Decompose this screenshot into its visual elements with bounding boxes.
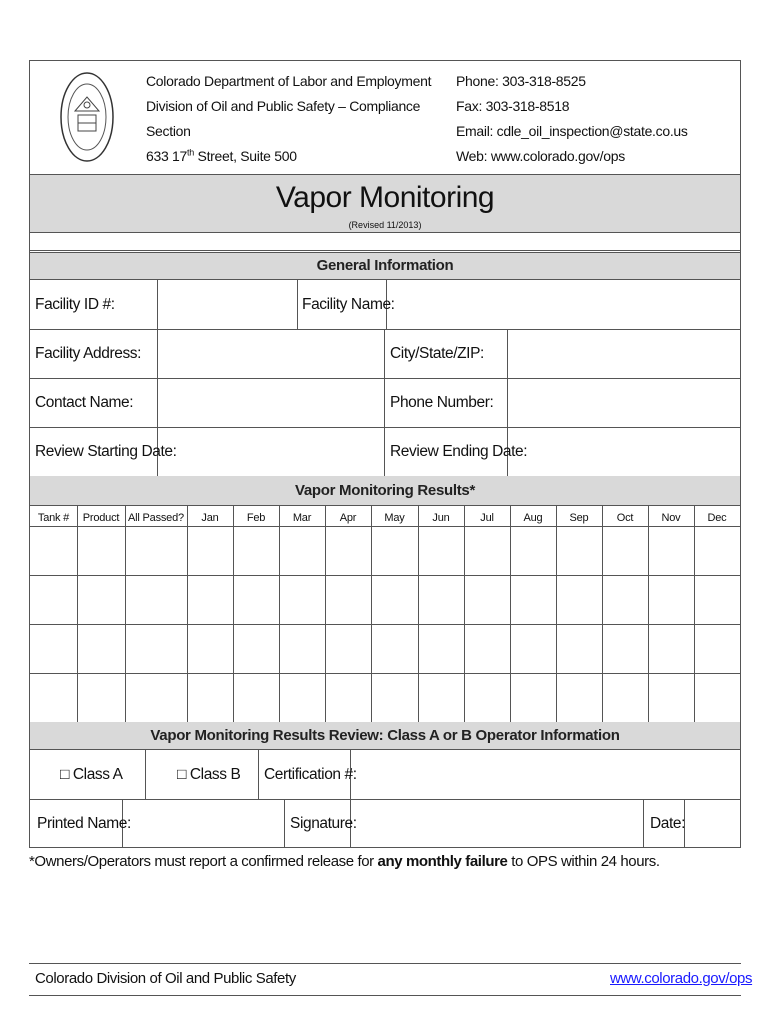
- facility-id-field[interactable]: [158, 281, 297, 329]
- review-start-field[interactable]: [158, 428, 384, 476]
- monthly-failure-note: *Owners/Operators must report a confirmed release for any monthly failure to OPS within 24 hours.: [29, 853, 660, 870]
- class-b-checkbox[interactable]: □ Class B: [177, 766, 241, 783]
- city-state-zip-field[interactable]: [508, 330, 740, 378]
- facility-address-field[interactable]: [158, 330, 384, 378]
- revised-date: (Revised 11/2013): [348, 220, 422, 230]
- review-end-field[interactable]: [508, 428, 740, 476]
- class-a-checkbox[interactable]: □ Class A: [60, 766, 123, 783]
- col-apr: Apr: [339, 512, 357, 524]
- contact-fax: Fax: 303-318-8518: [456, 98, 570, 114]
- contact-email: Email: cdle_oil_inspection@state.co.us: [456, 123, 688, 139]
- org-name: Colorado Department of Labor and Employment: [146, 73, 432, 89]
- results-entry-grid[interactable]: [30, 527, 740, 722]
- review-heading: Vapor Monitoring Results Review: Class A or B Operator Information: [150, 727, 620, 744]
- city-state-zip-label: City/State/ZIP:: [390, 345, 484, 362]
- page-title: Vapor Monitoring: [275, 181, 495, 214]
- footer-link[interactable]: www.colorado.gov/ops: [610, 970, 753, 987]
- facility-name-label: Facility Name:: [302, 296, 395, 313]
- contact-name-field[interactable]: [158, 379, 384, 427]
- org-street: 633 17th Street, Suite 500: [146, 147, 297, 164]
- general-heading: General Information: [316, 257, 454, 274]
- phone-number-label: Phone Number:: [390, 394, 494, 411]
- state-seal-icon: [59, 71, 115, 163]
- col-oct: Oct: [616, 512, 634, 524]
- col-dec: Dec: [707, 512, 727, 524]
- col-jun: Jun: [432, 512, 450, 524]
- printed-name-label: Printed Name:: [37, 815, 131, 832]
- col-product: Product: [82, 512, 120, 524]
- review-end-label: Review Ending Date:: [390, 443, 528, 460]
- title-band: [30, 174, 740, 233]
- contact-phone: Phone: 303-318-8525: [456, 73, 586, 89]
- review-start-label: Review Starting Date:: [35, 443, 177, 460]
- col-all-passed: All Passed?: [128, 512, 184, 524]
- date-field[interactable]: [685, 800, 740, 848]
- col-jul: Jul: [480, 512, 494, 524]
- facility-name-field[interactable]: [387, 281, 740, 329]
- col-mar: Mar: [292, 512, 312, 524]
- facility-id-label: Facility ID #:: [35, 296, 115, 313]
- certification-label: Certification #:: [264, 766, 357, 783]
- signature-label: Signature:: [290, 815, 357, 832]
- col-sep: Sep: [569, 512, 589, 524]
- col-may: May: [384, 512, 405, 524]
- col-jan: Jan: [201, 512, 219, 524]
- col-nov: Nov: [661, 512, 681, 524]
- form-frame: [29, 60, 741, 848]
- certification-field[interactable]: [351, 751, 740, 799]
- col-aug: Aug: [523, 512, 543, 524]
- contact-name-label: Contact Name:: [35, 394, 134, 411]
- org-division: Division of Oil and Public Safety – Compliance Section: [146, 98, 421, 139]
- col-feb: Feb: [246, 512, 266, 524]
- org-contact: [456, 69, 736, 169]
- printed-name-field[interactable]: [123, 800, 284, 848]
- results-heading: Vapor Monitoring Results*: [294, 482, 475, 499]
- signature-field[interactable]: [351, 800, 643, 848]
- footer-org: Colorado Division of Oil and Public Safety: [35, 970, 296, 987]
- facility-address-label: Facility Address:: [35, 345, 142, 362]
- date-label: Date:: [650, 815, 686, 832]
- contact-web: Web: www.colorado.gov/ops: [456, 148, 625, 164]
- col-tank: Tank #: [37, 512, 70, 524]
- phone-number-field[interactable]: [508, 379, 740, 427]
